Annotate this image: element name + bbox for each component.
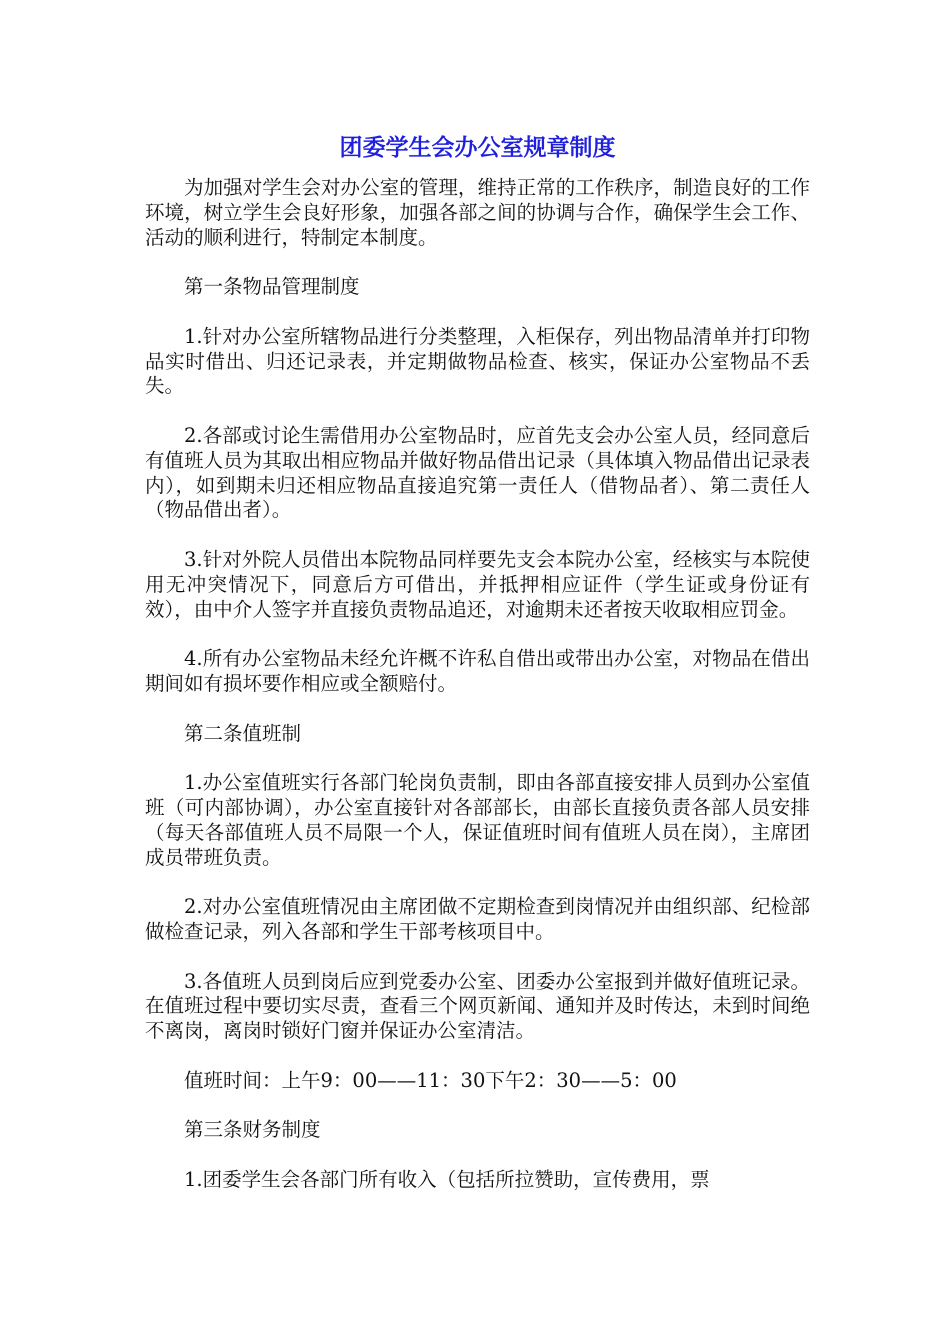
document-title: 团委学生会办公室规章制度 xyxy=(339,135,616,161)
paragraph-2-2: 2.对办公室值班情况由主席团做不定期检查到岗情况并由组织部、纪检部做检查记录，列入各部和学生干部考核项目中。 xyxy=(145,895,810,943)
section-heading-3: 第三条财务制度 xyxy=(184,1118,321,1142)
intro-paragraph: 为加强对学生会对办公室的管理，维持正常的工作秩序，制造良好的工作环境，树立学生会良好形象，加强各部之间的协调与合作，确保学生会工作、活动的顺利进行，特制定本制度。 xyxy=(145,176,810,249)
section-heading-1: 第一条物品管理制度 xyxy=(184,275,360,299)
paragraph-2-1: 1.办公室值班实行各部门轮岗负责制，即由各部直接安排人员到办公室值班（可内部协调），办公室直接针对各部部长，由部长直接负责各部人员安排（每天各部值班人员不局限一个人，保证值班时间有值班人员在岗），主席团成员带班负责。 xyxy=(145,771,810,869)
section-heading-2: 第二条值班制 xyxy=(184,721,302,745)
paragraph-2-3: 3.各值班人员到岗后应到党委办公室、团委办公室报到并做好值班记录。在值班过程中要切实尽责，查看三个网页新闻、通知并及时传达，未到时间绝不离岗，离岗时锁好门窗并保证办公室清洁。 xyxy=(145,969,810,1043)
paragraph-1-1: 1.针对办公室所辖物品进行分类整理，入柜保存，列出物品清单并打印物品实时借出、归还记录表，并定期做物品检查、核实，保证办公室物品不丢失。 xyxy=(145,324,810,398)
paragraph-1-3: 3.针对外院人员借出本院物品同样要先支会本院办公室，经核实与本院使用无冲突情况下，同意后方可借出，并抵押相应证件（学生证或身份证有效），由中介人签字并直接负责物品追还，对逾期未还者按天收取相应罚金。 xyxy=(145,547,810,621)
paragraph-1-2: 2.各部或讨论生需借用办公室物品时，应首先支会办公室人员，经同意后有值班人员为其取出相应物品并做好物品借出记录（具体填入物品借出记录表内），如到期未归还相应物品直接追究第一责任人（借物品者）、第二责任人（物品借出者）。 xyxy=(145,423,810,522)
paragraph-1-4: 4.所有办公室物品未经允许概不许私自借出或带出办公室，对物品在借出期间如有损坏要作相应或全额赔付。 xyxy=(145,647,810,695)
paragraph-3-1: 1.团委学生会各部门所有收入（包括所拉赞助，宣传费用，票 xyxy=(184,1167,710,1191)
duty-hours: 值班时间：上午9：00——11：30下午2：30——5：00 xyxy=(184,1068,677,1092)
